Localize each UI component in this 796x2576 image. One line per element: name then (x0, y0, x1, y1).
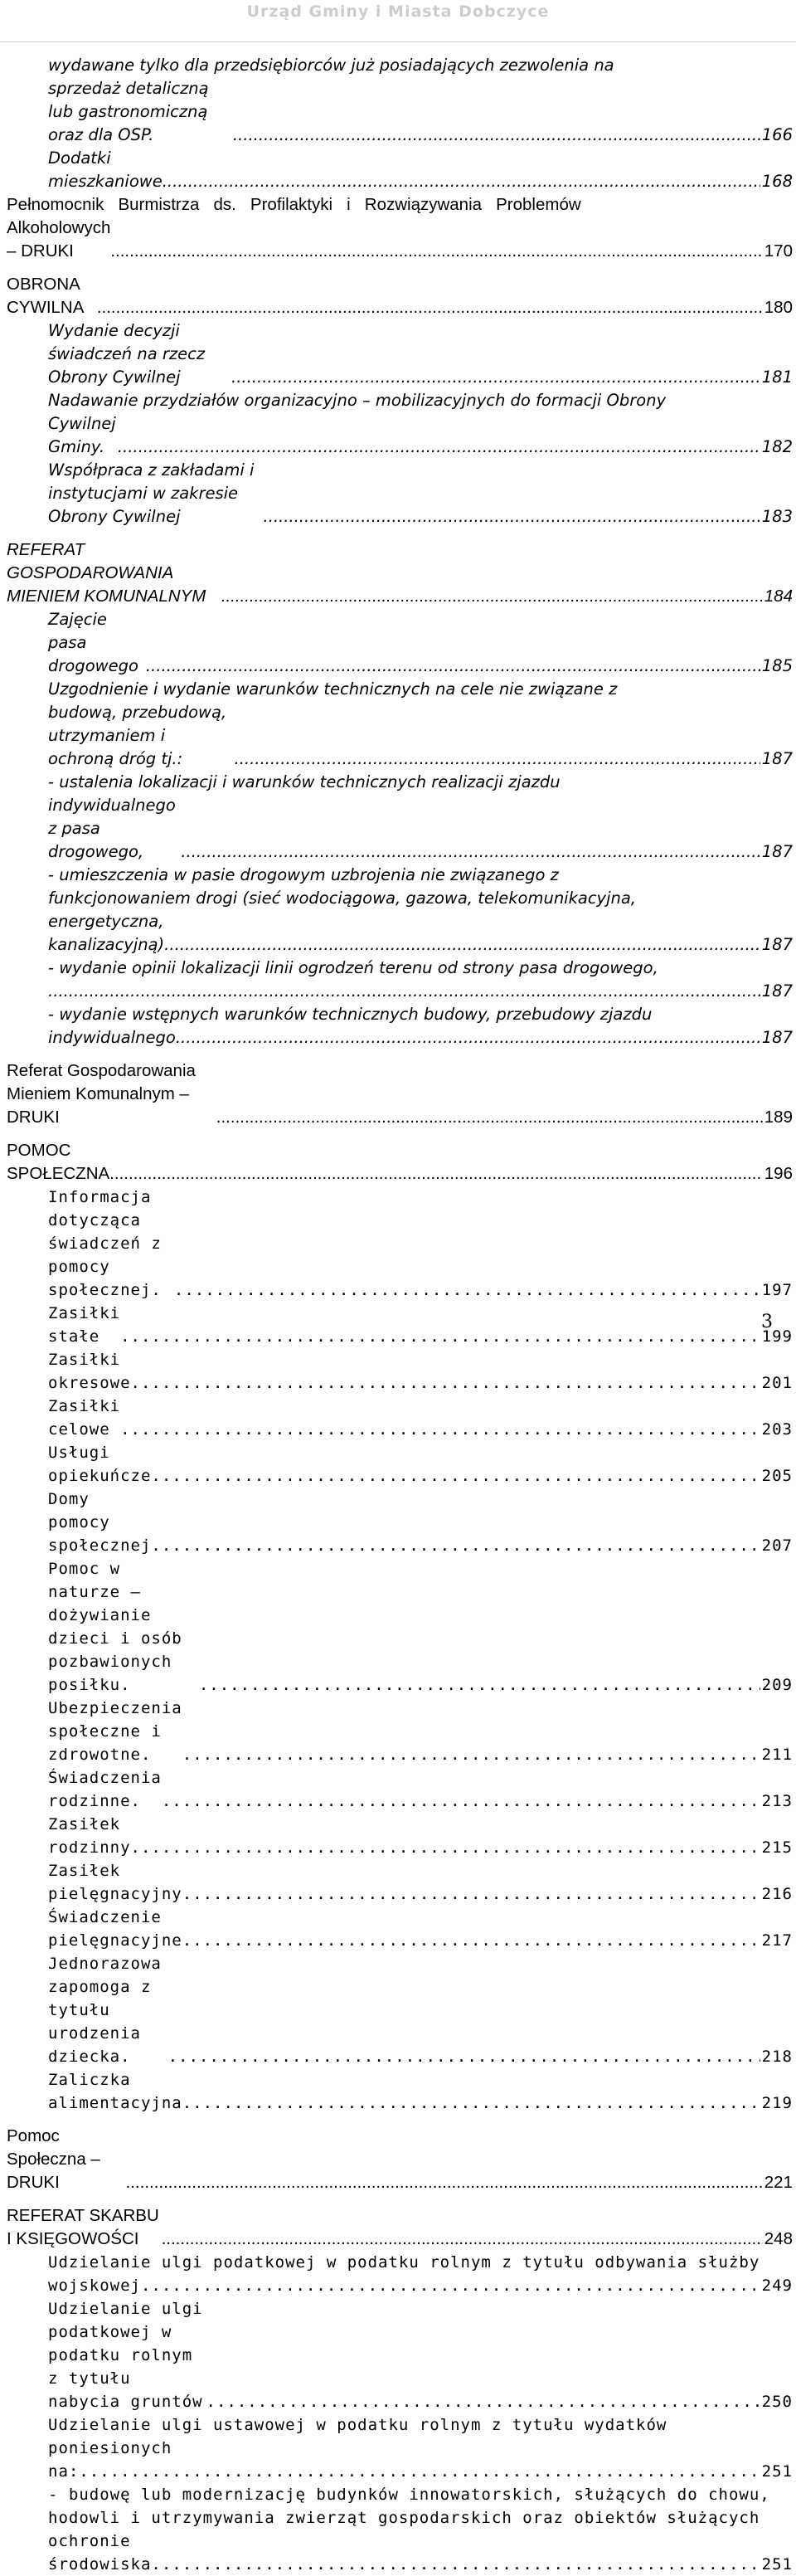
toc-page-number: 218 (761, 2048, 793, 2066)
toc-entry-text: Pełnomocnik Burmistrza ds. Profilaktyki i Rozwiązywania Problemów (7, 195, 581, 214)
toc-entry-text: wydawane tylko dla przedsiębiorców już posiadających zezwolenia na (48, 56, 614, 75)
toc-page-number: 166 (761, 125, 793, 144)
toc-entry-text: Zasiłki okresowe. (48, 1351, 152, 1392)
toc-entry-text: indywidualnego (48, 1028, 176, 1047)
toc-page-number: 187 (761, 842, 793, 861)
dot-leader (109, 1162, 763, 1186)
dot-leader (118, 436, 760, 459)
dot-leader (231, 366, 760, 389)
toc-page-number: 213 (761, 1792, 793, 1810)
dot-leader (164, 933, 760, 957)
toc-entry[interactable] (7, 1952, 793, 2068)
toc-entry-text: hodowli i utrzymywania zwierząt gospodarskich oraz obiektów służących (48, 2509, 760, 2527)
toc-entry-text: Zasiłek rodzinny. (48, 1815, 152, 1857)
toc-entry[interactable] (7, 2530, 793, 2576)
dot-leader (151, 1534, 760, 1557)
toc-entry-line (7, 389, 793, 412)
toc-entry-text: sprzedaż detaliczną lub gastronomiczną oraz dla OSP. (48, 79, 214, 144)
dot-leader (79, 2460, 760, 2483)
toc-page-number: 187 (761, 935, 793, 954)
dot-leader (48, 980, 760, 1003)
toc-entry[interactable] (7, 2297, 793, 2413)
dot-leader (110, 240, 762, 263)
dot-leader (216, 1106, 763, 1129)
toc-page-number: 216 (761, 1885, 793, 1903)
toc-page-number: 187 (761, 981, 793, 1001)
toc-page-number: 197 (761, 1281, 793, 1299)
toc-entry-text: Udzielanie ulgi podatkowej w podatku rolnym z tytułu odbywania służby (48, 2253, 760, 2272)
toc-page-number: 185 (761, 656, 793, 675)
toc-entry-line (7, 864, 793, 887)
toc-entry[interactable] (7, 1441, 793, 1488)
toc-entry-line (7, 2483, 793, 2506)
toc-entry[interactable] (7, 2204, 793, 2251)
toc-entry-text: Uzgodnienie i wydanie warunków technicznych na cele nie związane z (48, 679, 618, 699)
toc-page-number: 217 (761, 1931, 793, 1950)
toc-entry-text: Wydanie decyzji świadczeń na rzecz Obrony Cywilnej (48, 321, 211, 387)
toc-entry[interactable] (7, 980, 793, 1003)
toc-entry-text: Dodatki mieszkaniowe. (48, 149, 173, 191)
toc-entry-line (7, 2251, 793, 2274)
toc-page-number: 199 (761, 1327, 793, 1346)
toc-entry-line (7, 54, 793, 77)
toc-entry-text: Alkoholowych – DRUKI (7, 218, 116, 261)
dot-leader (233, 124, 760, 147)
toc-page-number: 249 (761, 2277, 793, 2295)
toc-page-number: 221 (764, 2173, 793, 2192)
toc-entry-text: Zajęcie pasa drogowego (48, 610, 138, 675)
toc-entry-line (7, 2506, 793, 2530)
toc-entry-text: Ubezpieczenia społeczne i zdrowotne. (48, 1699, 193, 1764)
header-title: Urząd Gminy i Miasta Dobczyce (246, 2, 550, 21)
toc-entry-text: Usługi opiekuńcze. (48, 1444, 172, 1485)
toc-entry[interactable] (7, 1557, 793, 1697)
dot-leader (181, 840, 760, 864)
dot-leader (176, 1026, 760, 1049)
toc-entry[interactable] (7, 608, 793, 678)
dot-leader (192, 1929, 760, 1952)
toc-entry-text: Referat Gospodarowania Mieniem Komunalnym – DRUKI (7, 1061, 201, 1127)
dot-leader (182, 1743, 760, 1766)
section-gap (7, 528, 793, 538)
toc-page-number: 189 (764, 1108, 793, 1127)
toc-entry[interactable] (7, 2274, 793, 2297)
section-gap (7, 2115, 793, 2125)
toc-entry[interactable] (7, 794, 793, 864)
dot-leader (168, 2045, 760, 2068)
dot-leader (120, 1418, 760, 1441)
toc-entry[interactable] (7, 1186, 793, 1302)
toc-page-number: 215 (761, 1838, 793, 1857)
toc-entry[interactable] (7, 1026, 793, 1049)
dot-leader (126, 2171, 763, 2194)
toc-page-number: 248 (764, 2229, 793, 2248)
toc-entry-line (7, 1003, 793, 1026)
toc-entry-text: Jednorazowa zapomoga z tytułu urodzenia dziecka. (48, 1955, 172, 2066)
toc-entry[interactable] (7, 1302, 793, 1348)
toc-page-number: 251 (761, 2462, 793, 2481)
toc-entry[interactable] (7, 1348, 793, 1395)
toc-entry-text: Cywilnej Gminy. (48, 414, 121, 456)
toc-page-number: 251 (761, 2555, 793, 2574)
toc-entry[interactable] (7, 538, 793, 608)
toc-entry-line (7, 957, 793, 980)
toc-entry[interactable] (7, 1906, 793, 1952)
toc-page-number: 209 (761, 1676, 793, 1694)
dot-leader (167, 170, 760, 193)
toc-entry[interactable] (7, 2460, 793, 2483)
toc-entry-text: OBRONA CYWILNA (7, 275, 85, 317)
toc-page-number: 203 (761, 1420, 793, 1439)
toc-entry-text: Pomoc w naturze – dożywianie dzieci i osób pozbawionych posiłku. (48, 1560, 193, 1694)
toc-entry-text: Udzielanie ulgi podatkowej w podatku rolnym z tytułu nabycia gruntów (48, 2300, 214, 2411)
toc-entry[interactable] (7, 1813, 793, 1859)
toc-page-number: 187 (761, 1028, 793, 1047)
dot-leader (151, 2553, 760, 2576)
dot-leader (162, 1464, 760, 1488)
dot-leader (97, 296, 763, 319)
dot-leader (174, 1278, 760, 1302)
toc-entry-text: Zaliczka alimentacyjna (48, 2071, 182, 2112)
dot-leader (120, 1325, 760, 1348)
toc-page-number: 181 (761, 368, 793, 387)
toc-entry-text: ochronie środowiska (48, 2532, 152, 2574)
toc-entry[interactable] (7, 147, 793, 193)
toc-entry-text: - umieszczenia w pasie drogowym uzbrojenia nie związanego z (48, 865, 559, 884)
toc-entry[interactable] (7, 459, 793, 528)
dot-leader (162, 1790, 760, 1813)
toc-entry-line (7, 887, 793, 910)
toc-entry-text: energetyczna, kanalizacyjną) (48, 912, 169, 954)
toc-entry[interactable] (7, 1395, 793, 1441)
toc-entry-text: indywidualnego z pasa drogowego, (48, 796, 182, 861)
toc-entry-text: Świadczenia rodzinne. (48, 1769, 172, 1810)
toc-entry[interactable] (7, 217, 793, 263)
toc-entry[interactable] (7, 1766, 793, 1813)
toc-entry[interactable] (7, 412, 793, 459)
dot-leader (192, 1882, 760, 1906)
toc-entry-text: REFERAT GOSPODAROWANIA MIENIEM KOMUNALNYM (7, 540, 206, 606)
dot-leader (221, 585, 763, 608)
toc-entry-text: Współpraca z zakładami i instytucjami w zakresie Obrony Cywilnej (48, 460, 260, 526)
toc-entry[interactable] (7, 1059, 793, 1129)
toc-entry-text: Pomoc Społeczna – DRUKI (7, 2126, 105, 2192)
dot-leader (234, 747, 760, 771)
toc-entry-text: REFERAT SKARBU I KSIĘGOWOŚCI (7, 2206, 164, 2248)
page-header (0, 0, 796, 42)
dot-leader (182, 2091, 760, 2115)
toc-entry-text: Zasiłek pielęgnacyjny. (48, 1862, 203, 1903)
toc-entry-text: Domy pomocy społecznej (48, 1490, 152, 1555)
section-gap (7, 2194, 793, 2204)
toc-entry[interactable] (7, 1859, 793, 1906)
toc-entry[interactable] (7, 2068, 793, 2115)
toc-entry-text: - ustalenia lokalizacji i warunków technicznych realizacji zjazdu (48, 772, 561, 791)
toc-entry-text: Zasiłki stałe (48, 1304, 131, 1346)
toc-page-number: 187 (761, 749, 793, 768)
toc-entry[interactable] (7, 910, 793, 957)
toc-entry-text: Świadczenie pielęgnacyjne. (48, 1908, 203, 1950)
toc-entry[interactable] (7, 2125, 793, 2194)
toc-page-number: 205 (761, 1467, 793, 1485)
toc-entry[interactable] (7, 1697, 793, 1766)
toc-entry-text: Udzielanie ulgi ustawowej w podatku rolnym z tytułu wydatków poniesionych (48, 2416, 677, 2457)
toc-page-number: 183 (761, 507, 793, 526)
toc-entry[interactable] (7, 319, 793, 389)
dot-leader (141, 1371, 760, 1395)
toc-page-number: 219 (761, 2094, 793, 2112)
toc-entry[interactable] (7, 77, 793, 147)
toc-page-number: 170 (764, 241, 793, 261)
section-gap (7, 1049, 793, 1059)
table-of-contents (7, 54, 793, 2576)
toc-entry-text: - wydanie opinii lokalizacji linii ogrodzeń terenu od strony pasa drogowego, (48, 958, 658, 977)
section-gap (7, 263, 793, 273)
toc-entry[interactable] (7, 1488, 793, 1557)
toc-entry-text: Informacja dotycząca świadczeń z pomocy społecznej. (48, 1188, 172, 1299)
toc-page-number: 184 (764, 587, 793, 606)
dot-leader (146, 655, 760, 678)
toc-entry-line (7, 678, 793, 701)
section-gap (7, 1129, 793, 1139)
dot-leader (199, 1673, 760, 1697)
toc-page-number: 168 (761, 172, 793, 191)
toc-entry-text: budową, przebudową, utrzymaniem i ochroną dróg tj.: (48, 703, 232, 768)
dot-leader (206, 2390, 760, 2413)
toc-entry[interactable] (7, 1139, 793, 1186)
toc-entry-text: - budowę lub modernizację budynków innowatorskich, służących do chowu, (48, 2486, 770, 2504)
dot-leader (263, 505, 760, 528)
toc-entry[interactable] (7, 701, 793, 771)
toc-entry-text: funkcjonowaniem drogi (sieć wodociągowa, gazowa, telekomunikacyjna, (48, 889, 637, 908)
toc-entry-text: na: (48, 2462, 90, 2481)
dot-leader (162, 2228, 763, 2251)
toc-entry-text: Nadawanie przydziałów organizacyjno – mobilizacyjnych do formacji Obrony (48, 391, 667, 410)
toc-page-number: 182 (761, 437, 793, 456)
toc-page-number: 180 (764, 298, 793, 317)
toc-entry-line (7, 771, 793, 794)
page-number: 3 (761, 1312, 773, 1332)
toc-page-number: 211 (761, 1746, 793, 1764)
toc-page-number: 207 (761, 1536, 793, 1555)
toc-entry-text: - wydanie wstępnych warunków technicznych budowy, przebudowy zjazdu (48, 1005, 653, 1024)
toc-page-number: 201 (761, 1374, 793, 1392)
toc-page-number: 196 (764, 1164, 793, 1183)
toc-entry[interactable] (7, 273, 793, 319)
toc-entry-text: POMOC SPOŁECZNA (7, 1141, 110, 1183)
toc-page-number: 250 (761, 2393, 793, 2411)
toc-entry-text: wojskowej (48, 2277, 141, 2295)
toc-entry-text: Zasiłki celowe (48, 1397, 131, 1439)
dot-leader (141, 1836, 760, 1859)
toc-entry-line (7, 193, 793, 217)
dot-leader (141, 2274, 760, 2297)
toc-entry-line (7, 2413, 793, 2460)
